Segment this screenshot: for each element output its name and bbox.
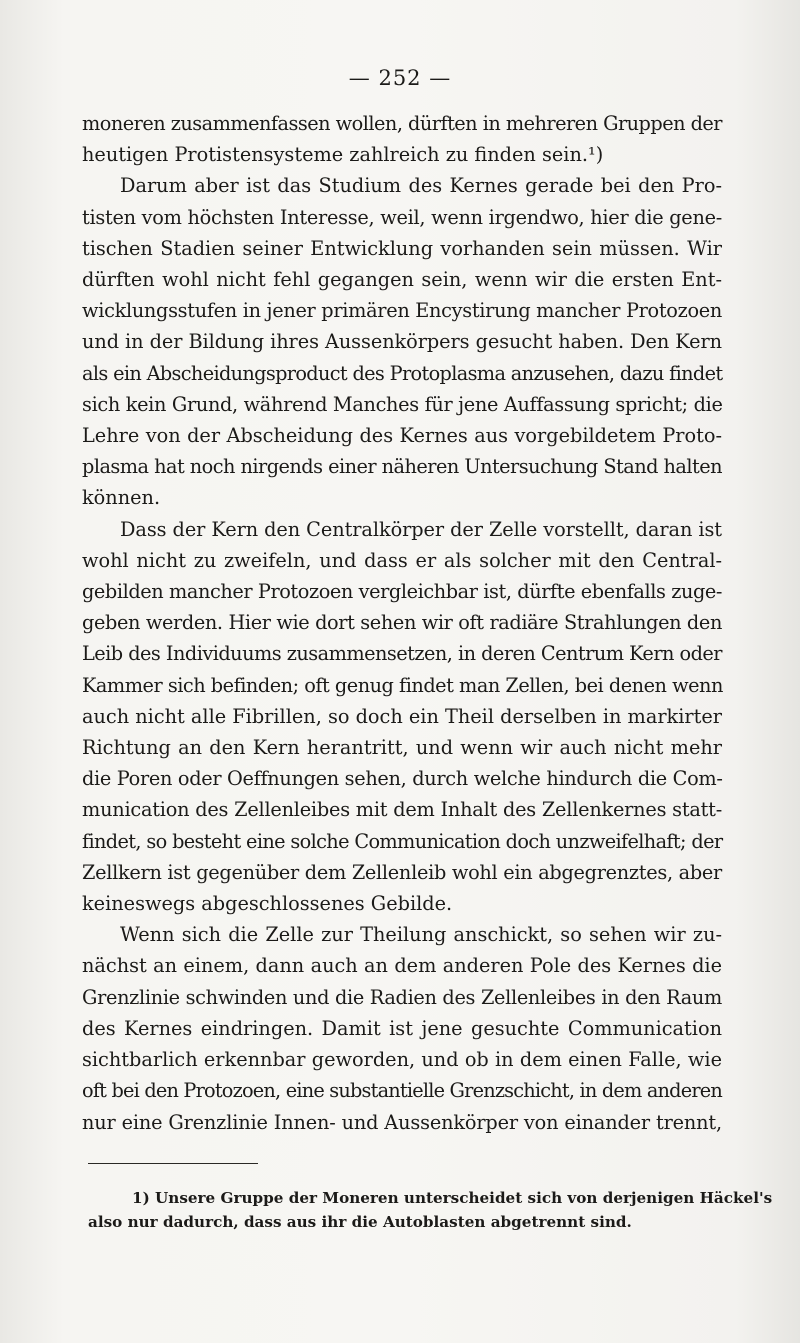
text-line: Grenzlinie schwinden und die Radien des Zellenleibes in den Raum [82,985,722,1009]
text-line: sich kein Grund, während Manches für jene Auffassung spricht; die [82,392,723,416]
text-line: heutigen Protistensysteme zahlreich zu finden sein.¹) [82,143,604,167]
page-number: — 252 — [348,66,452,90]
paragraph [82,170,722,513]
text-line: findet, so besteht eine solche Communication doch unzweifelhaft; der [82,829,723,853]
footnote-line: 1) Unsere Gruppe der Moneren unterscheidet sich von derjenigen Häckel's [132,1189,773,1207]
body-text [82,108,722,1138]
text-line: wicklungsstufen in jener primären Encystirung mancher Protozoen [82,299,722,323]
text-line: und in der Bildung ihres Aussenkörpers gesucht haben. Den Kern [82,330,722,354]
footnote [88,1186,773,1234]
text-line: Zellkern ist gegenüber dem Zellenleib wohl ein abgegrenztes, aber [82,860,722,884]
text-line: Richtung an den Kern herantritt, und wenn wir auch nicht mehr [82,736,722,760]
text-line: tischen Stadien seiner Entwicklung vorhanden sein müssen. Wir [82,236,722,260]
text-line: Wenn sich die Zelle zur Theilung anschickt, so sehen wir zu- [120,923,722,947]
text-line: plasma hat noch nirgends einer näheren Untersuchung Stand halten [82,455,722,479]
text-line: wohl nicht zu zweifeln, und dass er als solcher mit den Central- [82,548,722,572]
text-line: geben werden. Hier wie dort sehen wir oft radiäre Strahlungen den [82,611,722,635]
text-line: keineswegs abgeschlossenes Gebilde. [82,892,453,916]
text-line: dürften wohl nicht fehl gegangen sein, wenn wir die ersten Ent- [82,268,722,292]
paragraph [82,108,722,170]
text-line: oft bei den Protozoen, eine substantielle Grenzschicht, in dem anderen [82,1079,722,1103]
footnote-divider [88,1163,258,1164]
text-line: nächst an einem, dann auch an dem anderen Pole des Kernes die [82,954,722,978]
text-line: Kammer sich befinden; oft genug findet man Zellen, bei denen wenn [82,673,723,697]
text-line: nur eine Grenzlinie Innen- und Aussenkörper von einander trennt, [82,1110,722,1134]
text-line: munication des Zellenleibes mit dem Inhalt des Zellenkernes statt- [82,798,722,822]
text-line: Leib des Individuums zusammensetzen, in deren Centrum Kern oder [82,642,722,666]
text-line: sichtbarlich erkennbar geworden, und ob in dem einen Falle, wie [82,1048,722,1072]
text-line: Dass der Kern den Centralkörper der Zelle vorstellt, daran ist [120,517,722,541]
text-line: des Kernes eindringen. Damit ist jene gesuchte Communication [82,1016,722,1040]
text-line: gebilden mancher Protozoen vergleichbar ist, dürfte ebenfalls zuge- [82,580,722,604]
text-line: die Poren oder Oeffnungen sehen, durch welche hindurch die Com- [82,767,723,791]
text-line: moneren zusammenfassen wollen, dürften in mehreren Gruppen der [82,112,722,135]
text-line: Lehre von der Abscheidung des Kernes aus vorgebildetem Proto- [82,424,722,448]
paragraph [82,919,722,1137]
text-line: auch nicht alle Fibrillen, so doch ein Theil derselben in markirter [82,704,722,728]
text-line: Darum aber ist das Studium des Kernes gerade bei den Pro- [120,174,722,198]
footnote-line: also nur dadurch, dass aus ihr die Autoblasten abgetrennt sind. [88,1213,632,1231]
text-line: tisten vom höchsten Interesse, weil, wenn irgendwo, hier die gene- [82,205,722,229]
text-line: können. [82,486,161,510]
text-line: als ein Abscheidungsproduct des Protoplasma anzusehen, dazu findet [82,361,723,385]
paragraph [82,514,722,920]
